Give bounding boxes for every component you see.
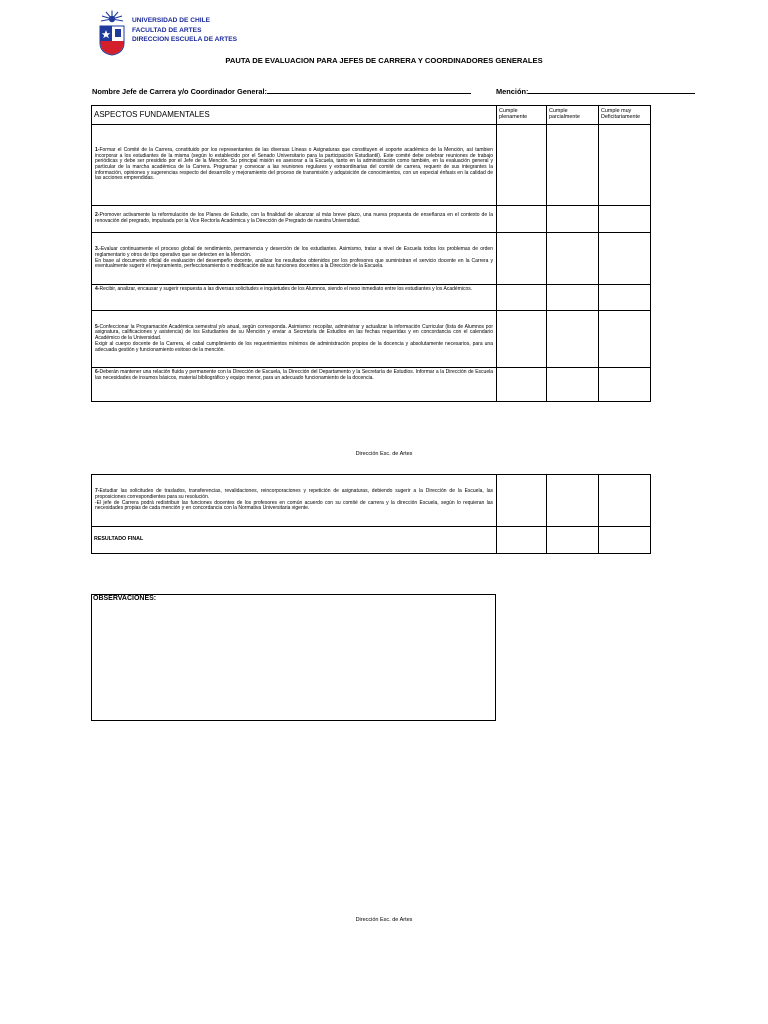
mencion-fill-line[interactable] [528, 86, 695, 94]
item-4 [92, 285, 497, 311]
item-text: Recibir, analizar, encausar y sugerir respuesta a las diversas solicitudes e inquietudes de los Alumnos, siendo el nexo inmediato entre los estudiantes y los Académicos. [99, 286, 473, 292]
check-cell-plenamente[interactable] [497, 125, 547, 206]
item-text: Estudiar las solicitudes de traslados, transferencias, revalidaciones, reincorporaciones y repetición de asignaturas, debiendo sugerir a la Dirección de la Escuela, las proposiciones correspondientes para su resolución. -El jefe de Carrera podrá redistribuir las funciones docentes de los profesores en común acuerdo con su comité de carrera y la dirección Escuela, según lo requieran las necesidades propias de cada mención y en concordancia con la Normativa Universitaria vigente. [95, 488, 493, 512]
check-cell-parcialmente[interactable] [547, 285, 599, 311]
check-cell-plenamente[interactable] [497, 475, 547, 527]
item-7 [92, 475, 497, 527]
university-logo [97, 10, 127, 56]
column-header-deficitariamente: Cumple muy Deficitariamente [599, 106, 651, 125]
final-result-label: RESULTADO FINAL [92, 527, 497, 554]
check-cell-parcialmente[interactable] [547, 206, 599, 233]
item-number: 2- [95, 212, 100, 219]
item-5 [92, 311, 497, 368]
check-cell-parcialmente[interactable] [547, 368, 599, 402]
check-cell-parcialmente[interactable] [547, 311, 599, 368]
item-number: 6- [95, 369, 100, 375]
check-cell-deficitariamente[interactable] [599, 311, 651, 368]
item-number: 5- [95, 323, 100, 330]
table-row [92, 311, 651, 368]
item-number: 4- [95, 286, 100, 292]
check-cell-plenamente[interactable] [497, 206, 547, 233]
item-text: Evaluar continuamente el proceso global de rendimiento, permanencia y deserción de los estudiantes. Asimismo, tratar a nivel de Escuela todos los problemas de orden reglamentario y otros de tipo operativo que se detecten en la Mención. En base al documento oficial de evaluación del desempeño docente, analizar los resultados obtenidos por los profesores que suministran el servicio docente en la Carrera y eventualmente sugerir el mejoramiento, perfeccionamiento o modificación de sus funciones docentes a la Dirección de la Escuela. [95, 246, 493, 270]
section-header: ASPECTOS FUNDAMENTALES [92, 106, 497, 125]
check-cell-deficitariamente[interactable] [599, 475, 651, 527]
item-text: Formar el Comité de la Carrera, constituido por los representantes de las diversas Líneas o Asignaturas que constituyen el soporte académico de la Mención, así tambien incorporar a los estudiantes de la misma (según lo establecido por el Senado Universitario para la participación Estudiantil). Este comité debe celebrar reuniones de trabajo periódicas y debe ser presidido por el Jefe de la Mención. Su principal misión es asesorar a la Escuela, tanto en la administración como también, en la evaluación general y particular de la marcha académica de la Carrera. Programar y convocar a las reuniones regulares y extraordinarias del comité de carrera, requerir de sus integrantes la información, opiniones y sugerencias respecto del desarrollo y mejoramiento del proceso de transmisión y adquisición de conocimientos, con un especial énfasis en la calidad de las acciones emprendidas. [95, 146, 493, 182]
check-cell-parcialmente[interactable] [547, 233, 599, 285]
name-field[interactable] [92, 86, 471, 96]
item-number: 3.- [95, 246, 101, 253]
table-row [92, 233, 651, 285]
table-row [92, 475, 651, 527]
check-cell-plenamente[interactable] [497, 285, 547, 311]
check-cell-plenamente[interactable] [497, 527, 547, 554]
table-row [92, 368, 651, 402]
check-cell-plenamente[interactable] [497, 311, 547, 368]
check-cell-plenamente[interactable] [497, 368, 547, 402]
item-text: Confeccionar la Programación Académica semestral y/o anual, según corresponda. Asimismo: recopilar, administrar y actualizar la información Curricular (lista de Alumnos por asignatura, calificaciones y asistencia) de los Estudiantes de su Mención y enviar a Secretaría de Estudios en las fechas requeridas y en concordancia con el calendario Académico de la Universidad. Exigir al cuerpo docente de la Carrera, el cabal cumplimiento de los requerimientos mínimos de administración propios de la docencia y absolutamente necesarios, para una adecuada gestión y funcionamiento exitoso de la mención. [95, 323, 493, 353]
document-title: PAUTA DE EVALUACION PARA JEFES DE CARRERA Y COORDINADORES GENERALES [225, 56, 543, 65]
item-number: 1- [95, 146, 100, 153]
mencion-label: Mención: [496, 87, 529, 96]
university-seal-icon [97, 10, 127, 56]
observations-label: OBSERVACIONES: [93, 595, 157, 602]
item-1 [92, 125, 497, 206]
item-text: Deberán mantener una relación fluida y permanente con la Dirección de Escuela, la Dirección del Departamento y la Secretaría de Estudios. Informar a la Dirección de Escuela las necesidades de insumos básicos, material bibliográfico y equipo menor, para un adecuado funcionamiento de la docencia. [95, 369, 493, 381]
check-cell-deficitariamente[interactable] [599, 285, 651, 311]
check-cell-deficitariamente[interactable] [599, 125, 651, 206]
item-text: Promover activamente la reformulación de los Planes de Estudio, con la finalidad de alcanzar al más breve plazo, una nueva propuesta de enseñanza en el contexto de la renovación del pregrado, impulsada por la Vice Rectoría Académica y la Dirección de Pregrado de nuestra Universidad. [95, 212, 493, 224]
check-cell-parcialmente[interactable] [547, 125, 599, 206]
name-fill-line[interactable] [267, 86, 471, 94]
check-cell-plenamente[interactable] [497, 233, 547, 285]
table-row [92, 125, 651, 206]
check-cell-deficitariamente[interactable] [599, 368, 651, 402]
institution-university: UNIVERSIDAD DE CHILE [132, 17, 211, 24]
table-row [92, 527, 651, 554]
check-cell-deficitariamente[interactable] [599, 206, 651, 233]
evaluation-table [91, 105, 651, 402]
item-6 [92, 368, 497, 402]
column-header-parcialmente: Cumple parcialmente [547, 106, 599, 125]
institution-school: DIRECCION ESCUELA DE ARTES [132, 36, 238, 44]
table-row [92, 206, 651, 233]
item-2 [92, 206, 497, 233]
institution-name [132, 16, 237, 45]
mencion-field[interactable] [496, 86, 695, 96]
item-number: 7- [95, 488, 100, 495]
item-3 [92, 233, 497, 285]
check-cell-parcialmente[interactable] [547, 527, 599, 554]
institution-faculty: FACULTAD DE ARTES [132, 26, 202, 34]
observations-box[interactable] [91, 594, 496, 721]
table-row [92, 285, 651, 311]
check-cell-deficitariamente[interactable] [599, 233, 651, 285]
page-footer-2: Dirección Esc. de Artes [355, 917, 413, 923]
evaluation-table-continued [91, 474, 651, 554]
name-label: Nombre Jefe de Carrera y/o Coordinador General: [92, 87, 267, 96]
check-cell-deficitariamente[interactable] [599, 527, 651, 554]
check-cell-parcialmente[interactable] [547, 475, 599, 527]
table-header-row [92, 106, 651, 125]
page-footer: Dirección Esc. de Artes [355, 451, 413, 457]
column-header-plenamente: Cumple plenamente [497, 106, 547, 125]
